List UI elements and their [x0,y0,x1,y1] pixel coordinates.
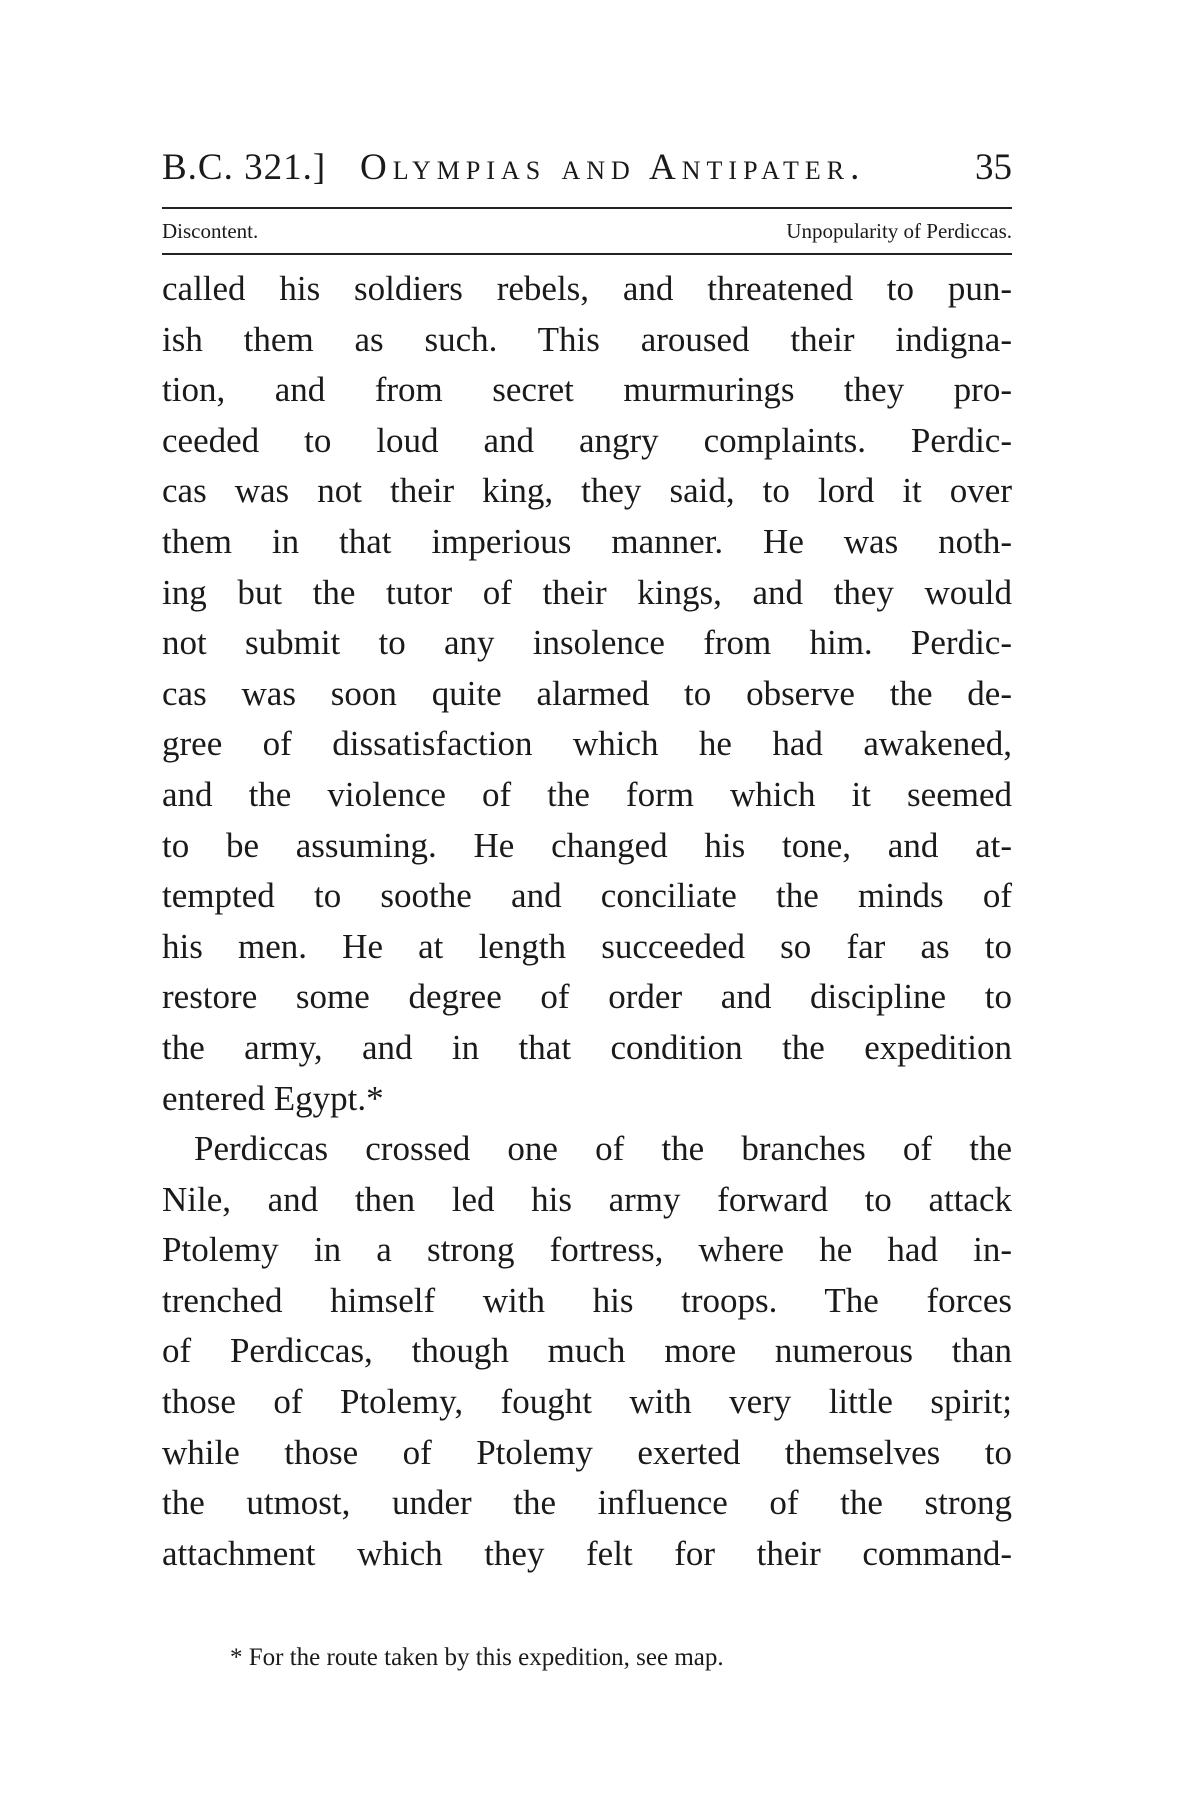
text-line: entered Egypt.* [162,1078,384,1118]
book-page [162,0,1012,1812]
text-line: trenched himself with his troops. The forces [162,1280,1012,1320]
text-line: while those of Ptolemy exerted themselves to [162,1432,1012,1472]
running-head [162,138,1012,198]
body-text [162,264,1012,1579]
text-line: restore some degree of order and discipline to [162,977,1012,1017]
header-rule-bottom [162,253,1012,255]
text-line: not submit to any insolence from him. Perdic- [162,623,1012,663]
text-line: them in that imperious manner. He was noth- [162,521,1012,561]
text-line: Perdiccas crossed one of the branches of the [194,1129,1012,1169]
text-line: tion, and from secret murmurings they pro- [162,370,1012,410]
text-line: attachment which they felt for their command- [162,1533,1012,1573]
header-rule-top [162,207,1012,209]
text-line: to be assuming. He changed his tone, and at- [162,825,1012,865]
text-line: those of Ptolemy, fought with very little spirit; [162,1382,1012,1422]
text-line: of Perdiccas, though much more numerous than [162,1331,1012,1371]
text-line: tempted to soothe and conciliate the minds of [162,876,1012,916]
text-line: Nile, and then led his army forward to attack [162,1179,1012,1219]
running-head-date: B.C. 321.] [162,147,327,188]
text-line: ing but the tutor of their kings, and they would [162,572,1012,612]
text-line: cas was not their king, they said, to lord it over [162,471,1012,511]
footnote: * For the route taken by this expedition, see map. [230,1644,724,1671]
text-line: ceeded to loud and angry complaints. Perdic- [162,420,1012,460]
running-head-title: Olympias and Antipater. [360,147,866,188]
page-number: 35 [975,147,1012,188]
text-line: the army, and in that condition the expedition [162,1027,1012,1067]
text-line: his men. He at length succeeded so far as to [162,926,1012,966]
text-line: the utmost, under the influence of the strong [162,1483,1012,1523]
text-line: and the violence of the form which it seemed [162,774,1012,814]
text-line: cas was soon quite alarmed to observe the de- [162,673,1012,713]
text-line: called his soldiers rebels, and threatened to pun- [162,269,1012,308]
side-notes [162,214,1012,248]
text-line: Ptolemy in a strong fortress, where he had in- [162,1230,1012,1270]
side-note-right: Unpopularity of Perdiccas. [786,219,1012,243]
side-note-left: Discontent. [162,219,259,243]
text-line: ish them as such. This aroused their indigna- [162,319,1012,359]
text-line: gree of dissatisfaction which he had awakened, [162,724,1012,764]
